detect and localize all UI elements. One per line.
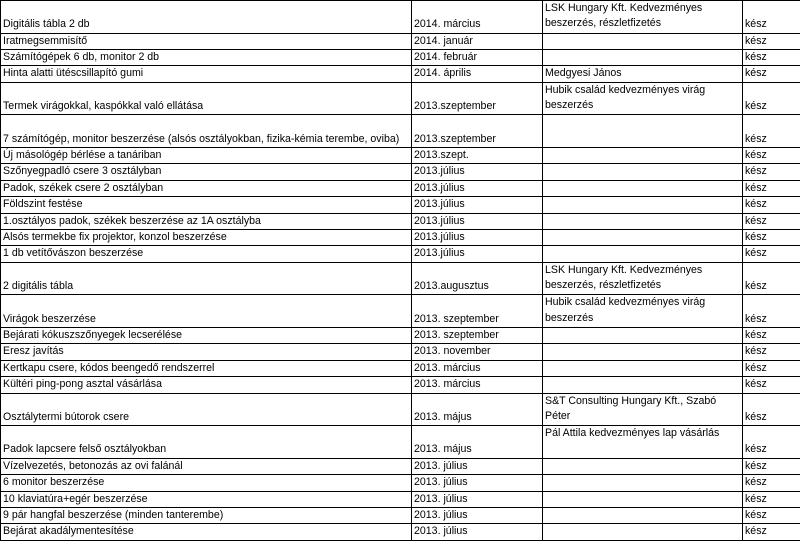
table-row xyxy=(1,508,800,524)
item-cell: Bejárat akadálymentesítése xyxy=(1,524,412,540)
date-cell: 2013.szeptember xyxy=(412,115,543,148)
date-cell: 2013. szeptember xyxy=(412,328,543,344)
note-cell xyxy=(543,458,743,474)
date-cell: 2014. március xyxy=(412,1,543,34)
status-cell: kész xyxy=(743,475,800,491)
table-row xyxy=(1,82,800,115)
item-cell: Számítógépek 6 db, monitor 2 db xyxy=(1,50,412,66)
table-row xyxy=(1,1,800,34)
table-row xyxy=(1,360,800,376)
note-cell: S&T Consulting Hungary Kft., Szabó Péter xyxy=(543,393,743,426)
table-row xyxy=(1,475,800,491)
status-cell: kész xyxy=(743,180,800,196)
status-cell: kész xyxy=(743,164,800,180)
item-cell: Iratmegsemmisítő xyxy=(1,33,412,49)
status-cell: kész xyxy=(743,491,800,507)
note-cell: LSK Hungary Kft. Kedvezményes beszerzés, részletfizetés xyxy=(543,1,743,34)
status-cell: kész xyxy=(743,115,800,148)
item-cell: Osztálytermi bútorok csere xyxy=(1,393,412,426)
table-row xyxy=(1,213,800,229)
status-cell: kész xyxy=(743,197,800,213)
item-cell: Hinta alatti ütéscsillapító gumi xyxy=(1,66,412,82)
note-cell xyxy=(543,475,743,491)
item-cell: 1 db vetítővászon beszerzése xyxy=(1,246,412,262)
date-cell: 2013. július xyxy=(412,491,543,507)
date-cell: 2013. július xyxy=(412,458,543,474)
table-row xyxy=(1,328,800,344)
date-cell: 2013.szept. xyxy=(412,148,543,164)
note-cell: Medgyesi János xyxy=(543,66,743,82)
status-cell: kész xyxy=(743,393,800,426)
table-row xyxy=(1,295,800,328)
note-cell xyxy=(543,115,743,148)
item-cell: Földszint festése xyxy=(1,197,412,213)
note-cell xyxy=(543,164,743,180)
table-row xyxy=(1,148,800,164)
table-row xyxy=(1,197,800,213)
status-cell: kész xyxy=(743,50,800,66)
item-cell: Digitális tábla 2 db xyxy=(1,1,412,34)
status-cell: kész xyxy=(743,295,800,328)
note-cell xyxy=(543,33,743,49)
status-cell: kész xyxy=(743,426,800,459)
item-cell: 2 digitális tábla xyxy=(1,262,412,295)
date-cell: 2013. november xyxy=(412,344,543,360)
date-cell: 2013. szeptember xyxy=(412,295,543,328)
note-cell xyxy=(543,377,743,393)
table-row xyxy=(1,491,800,507)
status-cell: kész xyxy=(743,230,800,246)
note-cell xyxy=(543,491,743,507)
table-row xyxy=(1,164,800,180)
status-cell: kész xyxy=(743,82,800,115)
item-cell: Padok, székek csere 2 osztályban xyxy=(1,180,412,196)
table-row xyxy=(1,262,800,295)
date-cell: 2013. július xyxy=(412,508,543,524)
date-cell: 2014. január xyxy=(412,33,543,49)
table-row xyxy=(1,524,800,540)
date-cell: 2013. március xyxy=(412,377,543,393)
status-cell: kész xyxy=(743,360,800,376)
date-cell: 2013. május xyxy=(412,426,543,459)
date-cell: 2013.július xyxy=(412,180,543,196)
date-cell: 2013. március xyxy=(412,360,543,376)
item-cell: Új másológép bérlése a tanáriban xyxy=(1,148,412,164)
note-cell xyxy=(543,344,743,360)
note-cell xyxy=(543,328,743,344)
note-cell xyxy=(543,524,743,540)
status-cell: kész xyxy=(743,1,800,34)
status-cell: kész xyxy=(743,328,800,344)
date-cell: 2014. február xyxy=(412,50,543,66)
note-cell: Hubik család kedvezményes virág beszerzés xyxy=(543,82,743,115)
table-row xyxy=(1,344,800,360)
note-cell: Pál Attila kedvezményes lap vásárlás xyxy=(543,426,743,459)
item-cell: Szőnyegpadló csere 3 osztályban xyxy=(1,164,412,180)
item-cell: Termek virágokkal, kaspókkal való ellátása xyxy=(1,82,412,115)
date-cell: 2013.július xyxy=(412,164,543,180)
item-cell: Bejárati kókuszszőnyegek lecserélése xyxy=(1,328,412,344)
date-cell: 2013. május xyxy=(412,393,543,426)
note-cell xyxy=(543,50,743,66)
date-cell: 2014. április xyxy=(412,66,543,82)
date-cell: 2013. július xyxy=(412,524,543,540)
status-cell: kész xyxy=(743,246,800,262)
note-cell xyxy=(543,180,743,196)
item-cell: 10 klaviatúra+egér beszerzése xyxy=(1,491,412,507)
item-cell: Eresz javítás xyxy=(1,344,412,360)
status-cell: kész xyxy=(743,508,800,524)
table-row xyxy=(1,458,800,474)
note-cell xyxy=(543,508,743,524)
item-cell: Kertkapu csere, kódos beengedő rendszerrel xyxy=(1,360,412,376)
status-cell: kész xyxy=(743,213,800,229)
note-cell xyxy=(543,197,743,213)
item-cell: 1.osztályos padok, székek beszerzése az 1A osztályba xyxy=(1,213,412,229)
status-cell: kész xyxy=(743,33,800,49)
date-cell: 2013.július xyxy=(412,197,543,213)
item-cell: 7 számítógép, monitor beszerzése (alsós osztályokban, fizika-kémia terembe, oviba) xyxy=(1,115,412,148)
note-cell xyxy=(543,148,743,164)
note-cell: Hubik család kedvezményes virág beszerzés xyxy=(543,295,743,328)
table-row xyxy=(1,115,800,148)
status-cell: kész xyxy=(743,262,800,295)
note-cell xyxy=(543,246,743,262)
status-cell: kész xyxy=(743,377,800,393)
note-cell xyxy=(543,213,743,229)
table-row xyxy=(1,393,800,426)
item-cell: 9 pár hangfal beszerzése (minden tanterembe) xyxy=(1,508,412,524)
date-cell: 2013.szeptember xyxy=(412,82,543,115)
date-cell: 2013.augusztus xyxy=(412,262,543,295)
date-cell: 2013. július xyxy=(412,475,543,491)
item-cell: Virágok beszerzése xyxy=(1,295,412,328)
note-cell xyxy=(543,360,743,376)
date-cell: 2013.július xyxy=(412,213,543,229)
table-row xyxy=(1,50,800,66)
date-cell: 2013.július xyxy=(412,230,543,246)
status-cell: kész xyxy=(743,148,800,164)
date-cell: 2013.július xyxy=(412,246,543,262)
item-cell: Padok lapcsere felső osztályokban xyxy=(1,426,412,459)
table-row xyxy=(1,377,800,393)
table-row xyxy=(1,180,800,196)
status-cell: kész xyxy=(743,524,800,540)
item-cell: Alsós termekbe fix projektor, konzol beszerzése xyxy=(1,230,412,246)
table-body xyxy=(1,1,800,541)
item-cell: 6 monitor beszerzése xyxy=(1,475,412,491)
table-row xyxy=(1,33,800,49)
status-cell: kész xyxy=(743,344,800,360)
item-cell: Vízelvezetés, betonozás az ovi falánál xyxy=(1,458,412,474)
status-cell: kész xyxy=(743,458,800,474)
item-cell: Kültéri ping-pong asztal vásárlása xyxy=(1,377,412,393)
status-cell: kész xyxy=(743,66,800,82)
note-cell xyxy=(543,230,743,246)
table-row xyxy=(1,230,800,246)
table-row xyxy=(1,66,800,82)
note-cell: LSK Hungary Kft. Kedvezményes beszerzés, részletfizetés xyxy=(543,262,743,295)
table-row xyxy=(1,246,800,262)
table-row xyxy=(1,426,800,459)
